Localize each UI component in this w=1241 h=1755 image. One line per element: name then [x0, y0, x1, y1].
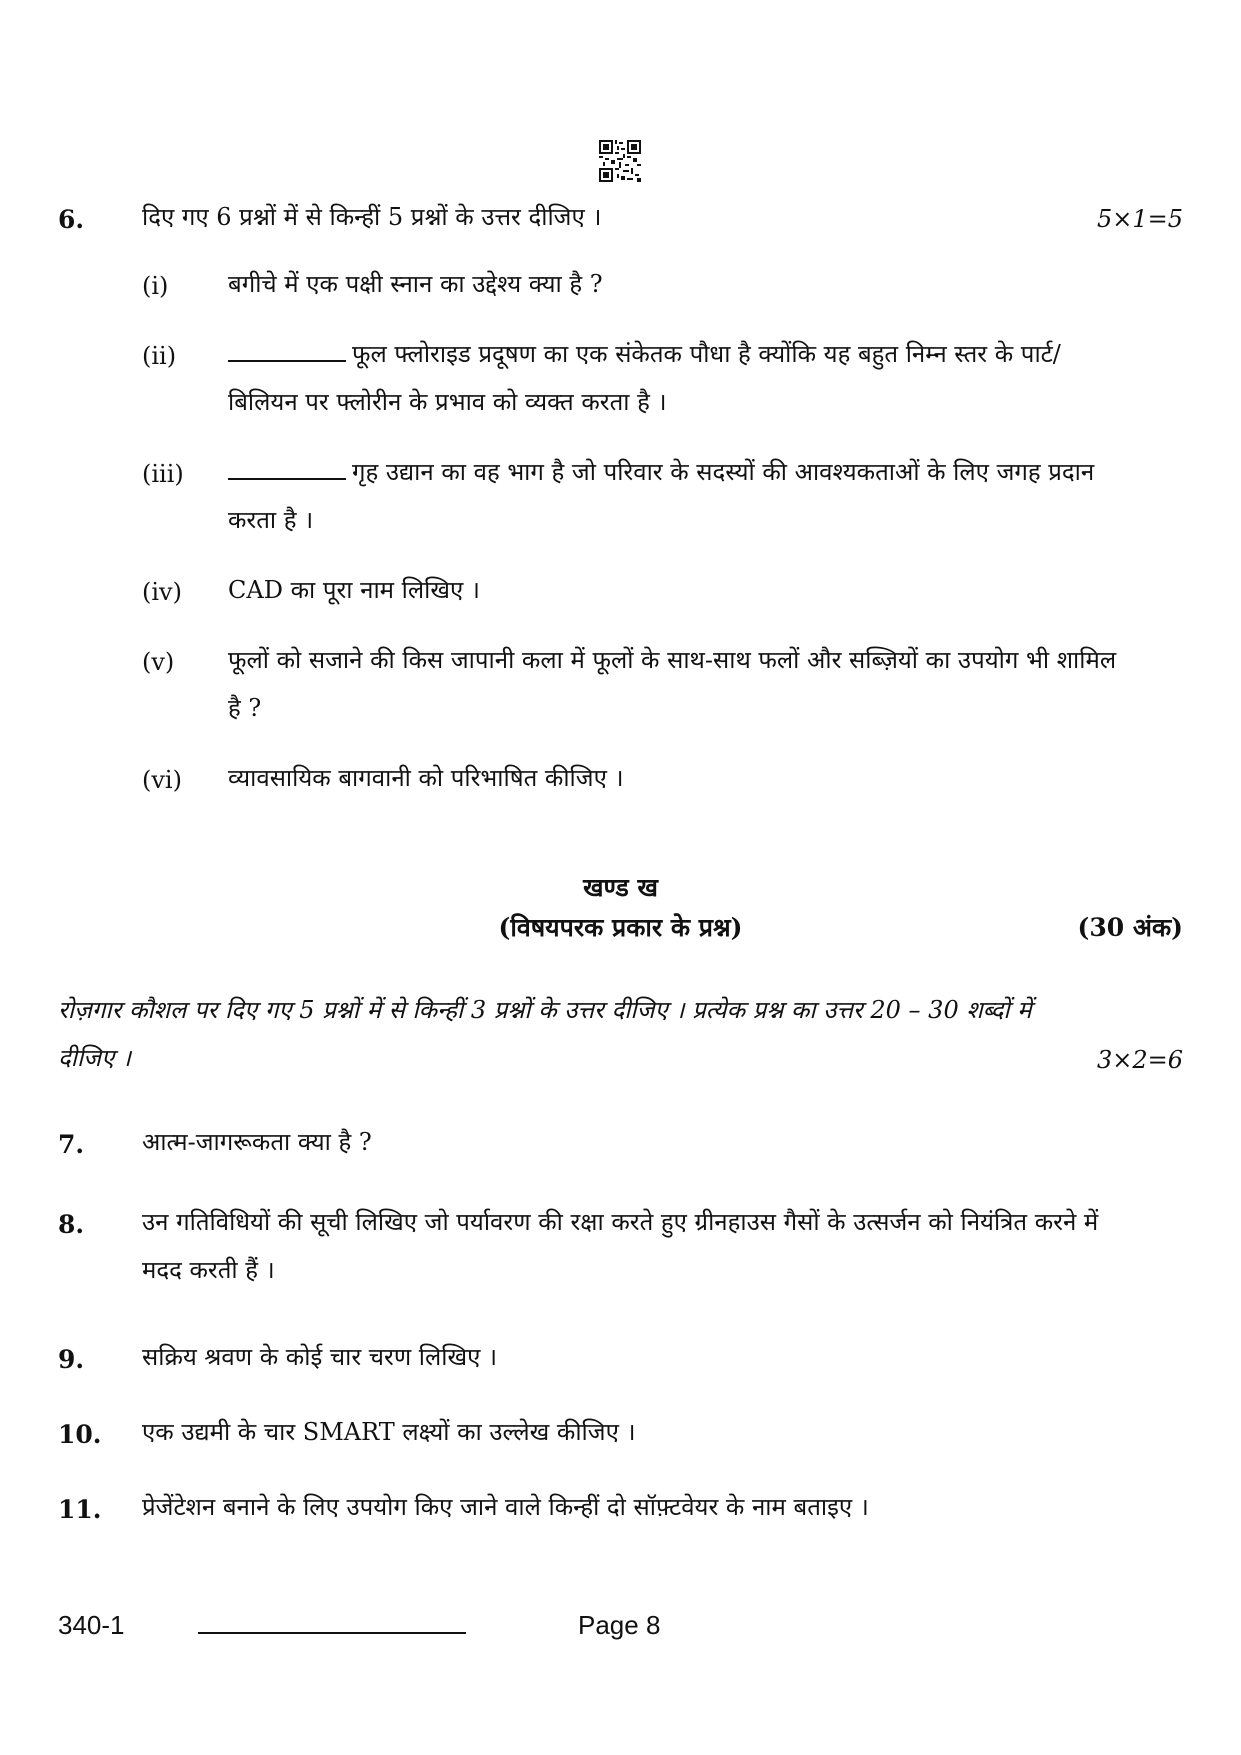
question-number: 10.: [58, 1420, 102, 1449]
sub-question-text: फूलों को सजाने की किस जापानी कला में फूलों के साथ-साथ फलों और सब्ज़ियों का उपयोग भी शामिल है ?: [228, 646, 1117, 722]
question-number: 11.: [58, 1495, 102, 1524]
sub-question-label: (vi): [142, 766, 182, 794]
question-text: प्रेजेंटेशन बनाने के लिए उपयोग किए जाने वाले किन्हीं दो सॉफ़्टवेयर के नाम बताइए ।: [142, 1493, 869, 1521]
sub-question-text: व्यावसायिक बागवानी को परिभाषित कीजिए ।: [228, 764, 624, 792]
sub-question-body: फूल फ्लोराइड प्रदूषण का एक संकेतक पौधा है क्योंकि यह बहुत निम्न स्तर के पार्ट/बिलियन पर फ्लोरीन के प्रभाव को व्यक्त करता है ।: [228, 340, 1061, 416]
sub-question-label: (ii): [142, 342, 177, 370]
sub-question-text: बगीचे में एक पक्षी स्नान का उद्देश्य क्या है ?: [228, 270, 603, 298]
question-number: 9.: [58, 1345, 85, 1374]
question-text: एक उद्यमी के चार SMART लक्ष्यों का उल्लेख कीजिए ।: [142, 1418, 636, 1446]
question-number: 7.: [58, 1130, 85, 1159]
sub-question-label: (iv): [142, 578, 182, 606]
question-text: आत्म-जागरूकता क्या है ?: [142, 1128, 372, 1156]
footer-divider: [198, 1632, 466, 1634]
question-text: उन गतिविधियों की सूची लिखिए जो पर्यावरण की रक्षा करते हुए ग्रीनहाउस गैसों के उत्सर्जन को नियंत्रित करने में मदद करती हैं ।: [142, 1208, 1099, 1284]
page-number: Page 8: [578, 1610, 661, 1640]
question-text: दिए गए 6 प्रश्नों में से किन्हीं 5 प्रश्नों के उत्तर दीजिए ।: [142, 203, 602, 231]
question-marks: 5×1=5: [1096, 205, 1183, 233]
section-instruction: रोज़गार कौशल पर दिए गए 5 प्रश्नों में से किन्हीं 3 प्रश्नों के उत्तर दीजिए । प्रत्येक प्रश्न का उत्तर 20 – 30 शब्दों में दीजिए ।: [58, 996, 1032, 1072]
sub-question-body: गृह उद्यान का वह भाग है जो परिवार के सदस्यों की आवश्यकताओं के लिए जगह प्रदान करता है ।: [228, 458, 1095, 534]
sub-question-label: (iii): [142, 460, 184, 488]
answer-blank: [228, 458, 346, 480]
section-marks: (30 अंक): [1077, 913, 1183, 942]
sub-question-text: [228, 448, 1118, 544]
answer-blank: [228, 340, 346, 362]
question-text: सक्रिय श्रवण के कोई चार चरण लिखिए ।: [142, 1343, 498, 1371]
paper-code: 340-1: [58, 1610, 125, 1640]
section-title: खण्ड ख: [583, 873, 658, 902]
qr-code: [599, 140, 641, 182]
sub-question-text: CAD का पूरा नाम लिखिए ।: [228, 576, 480, 604]
question-number: 8.: [58, 1210, 85, 1239]
sub-question-text: [228, 330, 1118, 426]
sub-question-label: (v): [142, 648, 175, 676]
instruction-marks: 3×2=6: [1096, 1046, 1183, 1074]
sub-question-label: (i): [142, 272, 169, 300]
section-subtitle: (विषयपरक प्रकार के प्रश्न): [498, 913, 743, 942]
question-number: 6.: [58, 205, 85, 234]
